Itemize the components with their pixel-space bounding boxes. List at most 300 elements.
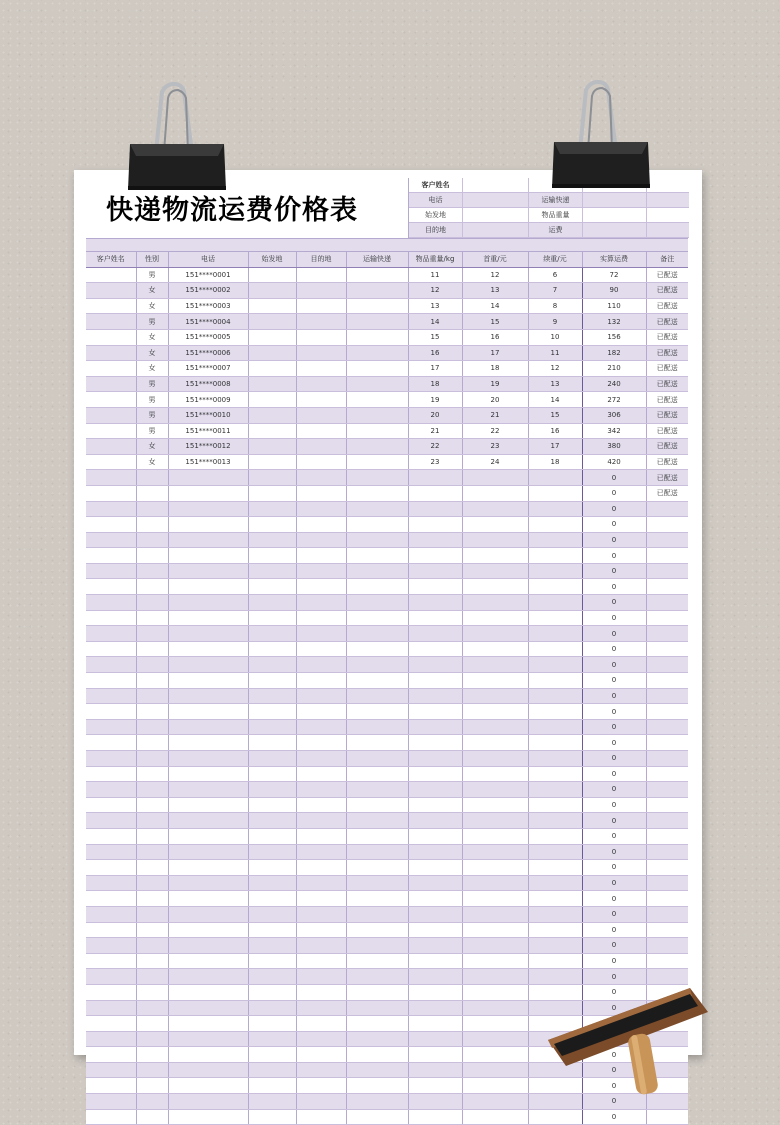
table-cell: [346, 891, 408, 907]
table-cell: [248, 969, 296, 985]
table-cell: [346, 345, 408, 361]
table-cell: [528, 953, 582, 969]
table-cell: [528, 797, 582, 813]
table-cell: 0: [582, 906, 646, 922]
table-cell: [136, 485, 168, 501]
table-cell: [646, 875, 688, 891]
table-cell: [136, 673, 168, 689]
table-cell: [248, 1062, 296, 1078]
table-cell: [248, 1031, 296, 1047]
table-cell: [168, 1109, 248, 1125]
table-cell: 男: [136, 314, 168, 330]
table-cell: [528, 501, 582, 517]
table-cell: [296, 891, 346, 907]
table-row: [86, 719, 688, 735]
table-cell: [646, 813, 688, 829]
table-cell: 306: [582, 407, 646, 423]
table-cell: [528, 641, 582, 657]
table-cell: [168, 485, 248, 501]
table-cell: [248, 595, 296, 611]
table-cell: [136, 501, 168, 517]
table-row: [86, 579, 688, 595]
table-cell: [646, 563, 688, 579]
table-cell: [248, 782, 296, 798]
table-cell: [296, 298, 346, 314]
table-cell: [86, 641, 136, 657]
table-cell: [408, 938, 462, 954]
info-value-field[interactable]: [463, 208, 529, 222]
table-row: [86, 361, 688, 377]
table-cell: [296, 813, 346, 829]
table-cell: 0: [582, 501, 646, 517]
column-header: 首重/元: [462, 252, 528, 267]
table-cell: [248, 922, 296, 938]
table-cell: [296, 782, 346, 798]
table-cell: [136, 641, 168, 657]
table-cell: [296, 1047, 346, 1063]
table-cell: 0: [582, 548, 646, 564]
table-cell: 23: [408, 454, 462, 470]
table-cell: [86, 984, 136, 1000]
table-cell: 女: [136, 345, 168, 361]
table-row: [86, 953, 688, 969]
table-cell: [296, 938, 346, 954]
table-cell: [168, 579, 248, 595]
table-cell: [86, 298, 136, 314]
table-cell: [646, 626, 688, 642]
table-cell: [346, 439, 408, 455]
table-cell: [86, 517, 136, 533]
table-row: [86, 673, 688, 689]
table-cell: [168, 641, 248, 657]
table-cell: [408, 782, 462, 798]
table-cell: [346, 766, 408, 782]
table-cell: 14: [462, 298, 528, 314]
table-cell: 已配送: [646, 470, 688, 486]
table-cell: [86, 376, 136, 392]
table-row: [86, 267, 688, 283]
table-cell: 151****0013: [168, 454, 248, 470]
table-cell: [248, 938, 296, 954]
info-value-field[interactable]: [583, 193, 647, 207]
table-cell: [462, 922, 528, 938]
table-cell: [86, 797, 136, 813]
info-extra-cell: [647, 223, 689, 237]
table-cell: [248, 345, 296, 361]
column-header: 目的地: [296, 252, 346, 267]
table-cell: [86, 828, 136, 844]
table-cell: [462, 782, 528, 798]
table-cell: [462, 595, 528, 611]
info-extra-cell: [647, 208, 689, 222]
table-cell: 0: [582, 610, 646, 626]
table-cell: 110: [582, 298, 646, 314]
table-cell: [646, 610, 688, 626]
table-cell: [168, 563, 248, 579]
table-cell: [168, 1078, 248, 1094]
table-cell: [296, 828, 346, 844]
table-cell: [462, 548, 528, 564]
table-cell: [86, 704, 136, 720]
table-cell: [248, 719, 296, 735]
table-cell: [346, 1016, 408, 1032]
table-cell: [408, 501, 462, 517]
table-cell: [168, 984, 248, 1000]
table-cell: 0: [582, 984, 646, 1000]
table-cell: [646, 735, 688, 751]
table-cell: [168, 906, 248, 922]
table-cell: [346, 704, 408, 720]
table-row: [86, 329, 688, 345]
table-cell: [346, 1094, 408, 1110]
table-cell: [136, 891, 168, 907]
table-cell: [646, 891, 688, 907]
table-cell: [168, 1047, 248, 1063]
table-row: [86, 423, 688, 439]
table-cell: 151****0010: [168, 407, 248, 423]
info-label: 物品重量: [529, 208, 583, 222]
table-cell: [296, 797, 346, 813]
table-cell: 0: [582, 797, 646, 813]
table-cell: [462, 563, 528, 579]
table-cell: [296, 719, 346, 735]
table-cell: [296, 345, 346, 361]
table-cell: [86, 439, 136, 455]
table-cell: 14: [528, 392, 582, 408]
table-cell: [462, 813, 528, 829]
table-cell: [296, 626, 346, 642]
table-cell: [296, 860, 346, 876]
table-cell: [168, 470, 248, 486]
table-cell: 151****0006: [168, 345, 248, 361]
info-value-field[interactable]: [583, 208, 647, 222]
table-cell: [248, 470, 296, 486]
table-cell: [136, 517, 168, 533]
table-row: [86, 407, 688, 423]
table-cell: [248, 891, 296, 907]
table-cell: [346, 875, 408, 891]
table-cell: 420: [582, 454, 646, 470]
table-cell: [528, 719, 582, 735]
table-cell: [646, 548, 688, 564]
column-header: 实算运费: [582, 252, 646, 267]
table-cell: [168, 969, 248, 985]
table-cell: [408, 922, 462, 938]
table-cell: [86, 501, 136, 517]
table-cell: 女: [136, 454, 168, 470]
table-cell: 0: [582, 517, 646, 533]
table-cell: [296, 1031, 346, 1047]
table-cell: [168, 1000, 248, 1016]
table-cell: 15: [462, 314, 528, 330]
table-cell: [462, 657, 528, 673]
table-cell: [296, 517, 346, 533]
table-cell: [136, 953, 168, 969]
table-cell: [136, 1016, 168, 1032]
table-cell: [248, 267, 296, 283]
table-cell: [528, 860, 582, 876]
table-cell: [408, 1000, 462, 1016]
table-cell: [136, 984, 168, 1000]
table-row: [86, 766, 688, 782]
table-cell: 72: [582, 267, 646, 283]
table-cell: [248, 439, 296, 455]
table-cell: [528, 751, 582, 767]
table-cell: [168, 517, 248, 533]
table-cell: [296, 766, 346, 782]
table-cell: 0: [582, 485, 646, 501]
table-cell: [462, 470, 528, 486]
table-cell: 女: [136, 329, 168, 345]
table-cell: 17: [408, 361, 462, 377]
table-cell: [408, 1047, 462, 1063]
table-cell: [408, 1109, 462, 1125]
table-cell: [86, 1062, 136, 1078]
table-cell: [408, 673, 462, 689]
table-row: [86, 704, 688, 720]
table-cell: 132: [582, 314, 646, 330]
table-cell: [136, 782, 168, 798]
table-cell: [528, 626, 582, 642]
table-cell: 151****0008: [168, 376, 248, 392]
table-cell: [136, 813, 168, 829]
table-row: [86, 688, 688, 704]
table-cell: [346, 501, 408, 517]
table-cell: [86, 532, 136, 548]
info-label: 运输快递: [529, 193, 583, 207]
table-cell: [168, 532, 248, 548]
table-cell: [168, 1094, 248, 1110]
table-cell: 女: [136, 283, 168, 299]
table-cell: [86, 813, 136, 829]
table-cell: 7: [528, 283, 582, 299]
table-cell: [296, 969, 346, 985]
table-cell: [86, 657, 136, 673]
table-cell: 0: [582, 1109, 646, 1125]
table-cell: [408, 579, 462, 595]
info-label: 运费: [529, 223, 583, 237]
table-row: [86, 782, 688, 798]
table-cell: [86, 782, 136, 798]
table-cell: [136, 751, 168, 767]
table-cell: 0: [582, 704, 646, 720]
table-cell: [346, 485, 408, 501]
table-cell: 0: [582, 860, 646, 876]
table-cell: [248, 766, 296, 782]
table-cell: [408, 844, 462, 860]
table-row: [86, 906, 688, 922]
info-extra-cell: [647, 193, 689, 207]
table-cell: [408, 485, 462, 501]
info-value-field[interactable]: [463, 223, 529, 237]
table-cell: [462, 1031, 528, 1047]
table-cell: [248, 407, 296, 423]
table-cell: [296, 1109, 346, 1125]
table-cell: [346, 751, 408, 767]
table-cell: [346, 626, 408, 642]
table-cell: [346, 719, 408, 735]
info-value-field[interactable]: [463, 193, 529, 207]
table-row: [86, 563, 688, 579]
table-cell: [462, 938, 528, 954]
table-cell: [346, 329, 408, 345]
table-cell: [86, 673, 136, 689]
table-cell: [408, 984, 462, 1000]
table-cell: [462, 688, 528, 704]
table-cell: [346, 517, 408, 533]
table-cell: [462, 719, 528, 735]
table-cell: [346, 563, 408, 579]
table-cell: [168, 548, 248, 564]
table-cell: [528, 922, 582, 938]
table-cell: 女: [136, 298, 168, 314]
table-cell: [408, 1016, 462, 1032]
table-row: [86, 828, 688, 844]
table-cell: [296, 423, 346, 439]
table-cell: 0: [582, 719, 646, 735]
table-cell: [646, 501, 688, 517]
table-cell: [136, 906, 168, 922]
table-cell: [248, 1047, 296, 1063]
column-header: 物品重量/kg: [408, 252, 462, 267]
table-cell: [528, 517, 582, 533]
table-cell: [136, 1078, 168, 1094]
table-cell: [346, 735, 408, 751]
table-cell: [168, 657, 248, 673]
table-cell: 17: [528, 439, 582, 455]
table-cell: [296, 361, 346, 377]
table-cell: [408, 969, 462, 985]
table-cell: [168, 673, 248, 689]
table-cell: [86, 922, 136, 938]
table-row: [86, 376, 688, 392]
table-cell: [646, 766, 688, 782]
table-cell: 男: [136, 407, 168, 423]
table-cell: [86, 1016, 136, 1032]
table-cell: [462, 501, 528, 517]
table-cell: [248, 735, 296, 751]
table-cell: 0: [582, 766, 646, 782]
column-header: 备注: [646, 252, 688, 267]
table-cell: [296, 532, 346, 548]
table-cell: 0: [582, 688, 646, 704]
table-cell: [168, 766, 248, 782]
table-cell: [346, 1047, 408, 1063]
table-cell: [248, 454, 296, 470]
table-cell: [346, 844, 408, 860]
table-cell: [248, 610, 296, 626]
table-cell: [408, 563, 462, 579]
table-cell: [136, 532, 168, 548]
table-cell: [346, 657, 408, 673]
table-cell: [462, 797, 528, 813]
table-cell: [248, 688, 296, 704]
table-row: [86, 454, 688, 470]
table-cell: [462, 532, 528, 548]
table-cell: [462, 1094, 528, 1110]
table-cell: [296, 751, 346, 767]
table-row: [86, 1109, 688, 1125]
table-cell: [528, 735, 582, 751]
table-cell: [408, 610, 462, 626]
table-cell: [136, 828, 168, 844]
table-row: [86, 517, 688, 533]
table-cell: [248, 485, 296, 501]
table-cell: 210: [582, 361, 646, 377]
table-cell: 16: [408, 345, 462, 361]
table-cell: [296, 875, 346, 891]
table-cell: 17: [462, 345, 528, 361]
table-cell: [346, 610, 408, 626]
table-cell: 0: [582, 1094, 646, 1110]
table-cell: [346, 953, 408, 969]
table-cell: [168, 1031, 248, 1047]
paper-sheet: [74, 170, 702, 1121]
table-cell: 22: [408, 439, 462, 455]
table-cell: [528, 563, 582, 579]
table-row: [86, 470, 688, 486]
table-cell: 男: [136, 392, 168, 408]
table-cell: 0: [582, 1078, 646, 1094]
table-cell: [408, 1062, 462, 1078]
info-value-field[interactable]: [463, 178, 529, 192]
table-cell: [408, 1031, 462, 1047]
table-cell: [136, 938, 168, 954]
table-cell: 已配送: [646, 267, 688, 283]
table-cell: [136, 1062, 168, 1078]
table-cell: 已配送: [646, 423, 688, 439]
table-cell: 13: [528, 376, 582, 392]
table-cell: [462, 891, 528, 907]
table-cell: [462, 751, 528, 767]
table-cell: [248, 1109, 296, 1125]
table-cell: [408, 906, 462, 922]
table-cell: 342: [582, 423, 646, 439]
table-cell: [346, 1062, 408, 1078]
table-cell: 已配送: [646, 439, 688, 455]
table-cell: [86, 751, 136, 767]
table-cell: [528, 813, 582, 829]
table-cell: 20: [462, 392, 528, 408]
table-cell: 0: [582, 1047, 646, 1063]
table-cell: 0: [582, 782, 646, 798]
table-row: [86, 283, 688, 299]
table-cell: [408, 891, 462, 907]
info-value-field[interactable]: [583, 223, 647, 237]
table-cell: [646, 641, 688, 657]
table-cell: [462, 875, 528, 891]
table-cell: 13: [408, 298, 462, 314]
table-cell: [168, 860, 248, 876]
table-cell: [296, 376, 346, 392]
table-cell: [86, 314, 136, 330]
table-cell: 0: [582, 891, 646, 907]
table-cell: [408, 875, 462, 891]
table-cell: 156: [582, 329, 646, 345]
table-cell: [528, 766, 582, 782]
table-cell: 12: [462, 267, 528, 283]
table-cell: [248, 314, 296, 330]
table-cell: [528, 828, 582, 844]
table-cell: [408, 626, 462, 642]
table-cell: [248, 657, 296, 673]
table-cell: 8: [528, 298, 582, 314]
table-cell: 11: [408, 267, 462, 283]
table-cell: [462, 844, 528, 860]
table-cell: [646, 906, 688, 922]
rubber-stamp-icon: [540, 982, 720, 1102]
table-cell: [296, 610, 346, 626]
